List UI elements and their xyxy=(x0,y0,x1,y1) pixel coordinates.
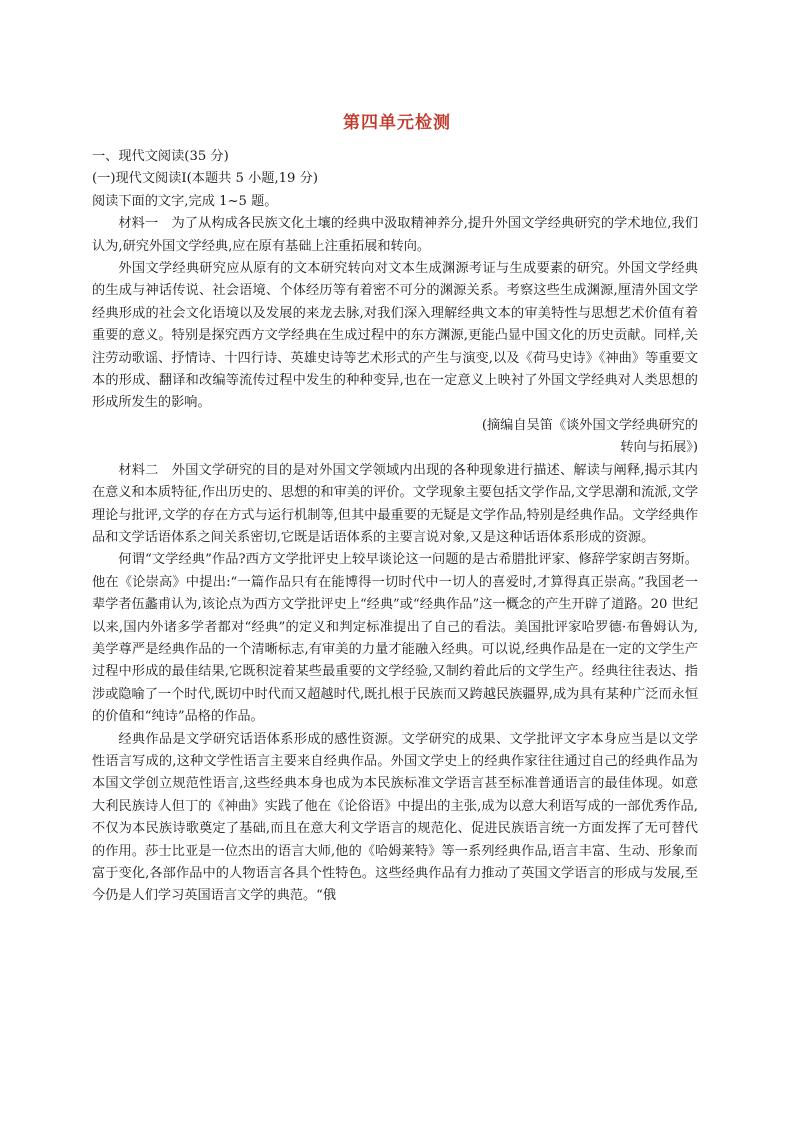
document-body xyxy=(92,146,698,908)
citation-line: 转向与拓展》) xyxy=(620,440,698,456)
paragraph: 外国文学经典研究应从原有的文本研究转向对文本生成渊源考证与生成要素的研究。外国文学经典的生成与神话传说、社会语境、个体经历等有着密不可分的渊源关系。考察这些生成渊源,厘清外国文学经典形成的社会文化语境以及发展的来龙去脉,对我们深入理解经典文本的审美特性与思想艺术价值有着重要的意义。特别是探究西方文学经典在生成过程中的东方渊源,更能凸显中国文化的历史贡献。同样,关注劳动歌谣、抒情诗、十四行诗、英雄史诗等艺术形式的产生与演变,以及《荷马史诗》《神曲》等重要文本的形成、翻译和改编等流传过程中发生的种种变异,也在一定意义上映衬了外国文学经典对人类思想的形成所发生的影响。 xyxy=(92,261,698,411)
paragraph-material-two: 材料二 外国文学研究的目的是对外国文学领域内出现的各种现象进行描述、解读与阐释,揭示其内在意义和本质特征,作出历史的、思想的和审美的评价。文学现象主要包括文学作品,文学思潮和流派,文学理论与批评,文学的存在方式与运行机制等,但其中最重要的无疑是文学作品,特别是经典作品。文学经典作品和文学话语体系之间关系密切,它既是话语体系的主要言说对象,又是这种话语体系形成的资源。 xyxy=(92,462,699,545)
citation-line: (摘编自吴笛《谈外国文学经典研究的 xyxy=(481,417,698,433)
page-title: 第四单元检测 xyxy=(343,113,451,133)
paragraph-material-one: 材料一 为了从构成各民族文化土壤的经典中汲取精神养分,提升外国文学经典研究的学术地位,我们认为,研究外国文学经典,应在原有基础上注重拓展和转向。 xyxy=(92,216,698,254)
paragraph: 何谓“文学经典”作品?西方文学批评史上较早谈论这一问题的是古希腊批评家、修辞学家朗吉努斯。他在《论崇高》中提出:“一篇作品只有在能博得一切时代中一切人的喜爱时,才算得真正崇高。”我国老一辈学者伍蠡甫认为,该论点为西方文学批评史上“经典”或“经典作品”这一概念的产生开辟了道路。20 世纪以来,国内外诸多学者都对“经典”的定义和判定标准提出了自己的看法。美国批评家哈罗德·布鲁姆认为,美学尊严是经典作品的一个清晰标志,有审美的力量才能融入经典。可以说,经典作品是在一定的文学生产过程中形成的最佳结果,它既积淀着某些最重要的文学经验,又制约着此后的文学生产。经典往往表达、指涉或隐喻了一个时代,既切中时代而又超越时代,既扎根于民族而又跨越民族疆界,成为具有某种广泛而永恒的价值和“纯诗”品格的作品。 xyxy=(92,552,699,725)
paragraph: 经典作品是文学研究话语体系形成的感性资源。文学研究的成果、文学批评文字本身应当是以文学性语言写成的,这种文学性语言主要来自经典作品。外国文学史上的经典作家往往通过自己的经典作品为本国文学创立规范性语言,这些经典本身也成为本民族标准文学语言甚至标准普通语言的最佳体现。如意大利民族诗人但丁的《神曲》实践了他在《论俗语》中提出的主张,成为以意大利语写成的一部优秀作品,不仅为本民族诗歌奠定了基础,而且在意大利文学语言的规范化、促进民族语言统一方面发挥了无可替代的作用。莎士比亚是一位杰出的语言大师,他的《哈姆莱特》等一系列经典作品,语言丰富、生动、形象而富于变化,各部作品中的人物语言各具个性特色。这些经典作品有力推动了英国文学语言的形成与发展,至今仍是人们学习英国语言文学的典范。“俄 xyxy=(92,731,698,904)
reading-instruction: 阅读下面的文字,完成 1~5 题。 xyxy=(92,193,278,209)
subsection-heading: (一)现代文阅读Ⅰ(本题共 5 小题,19 分) xyxy=(92,171,318,187)
section-heading: 一、现代文阅读(35 分) xyxy=(92,149,229,164)
